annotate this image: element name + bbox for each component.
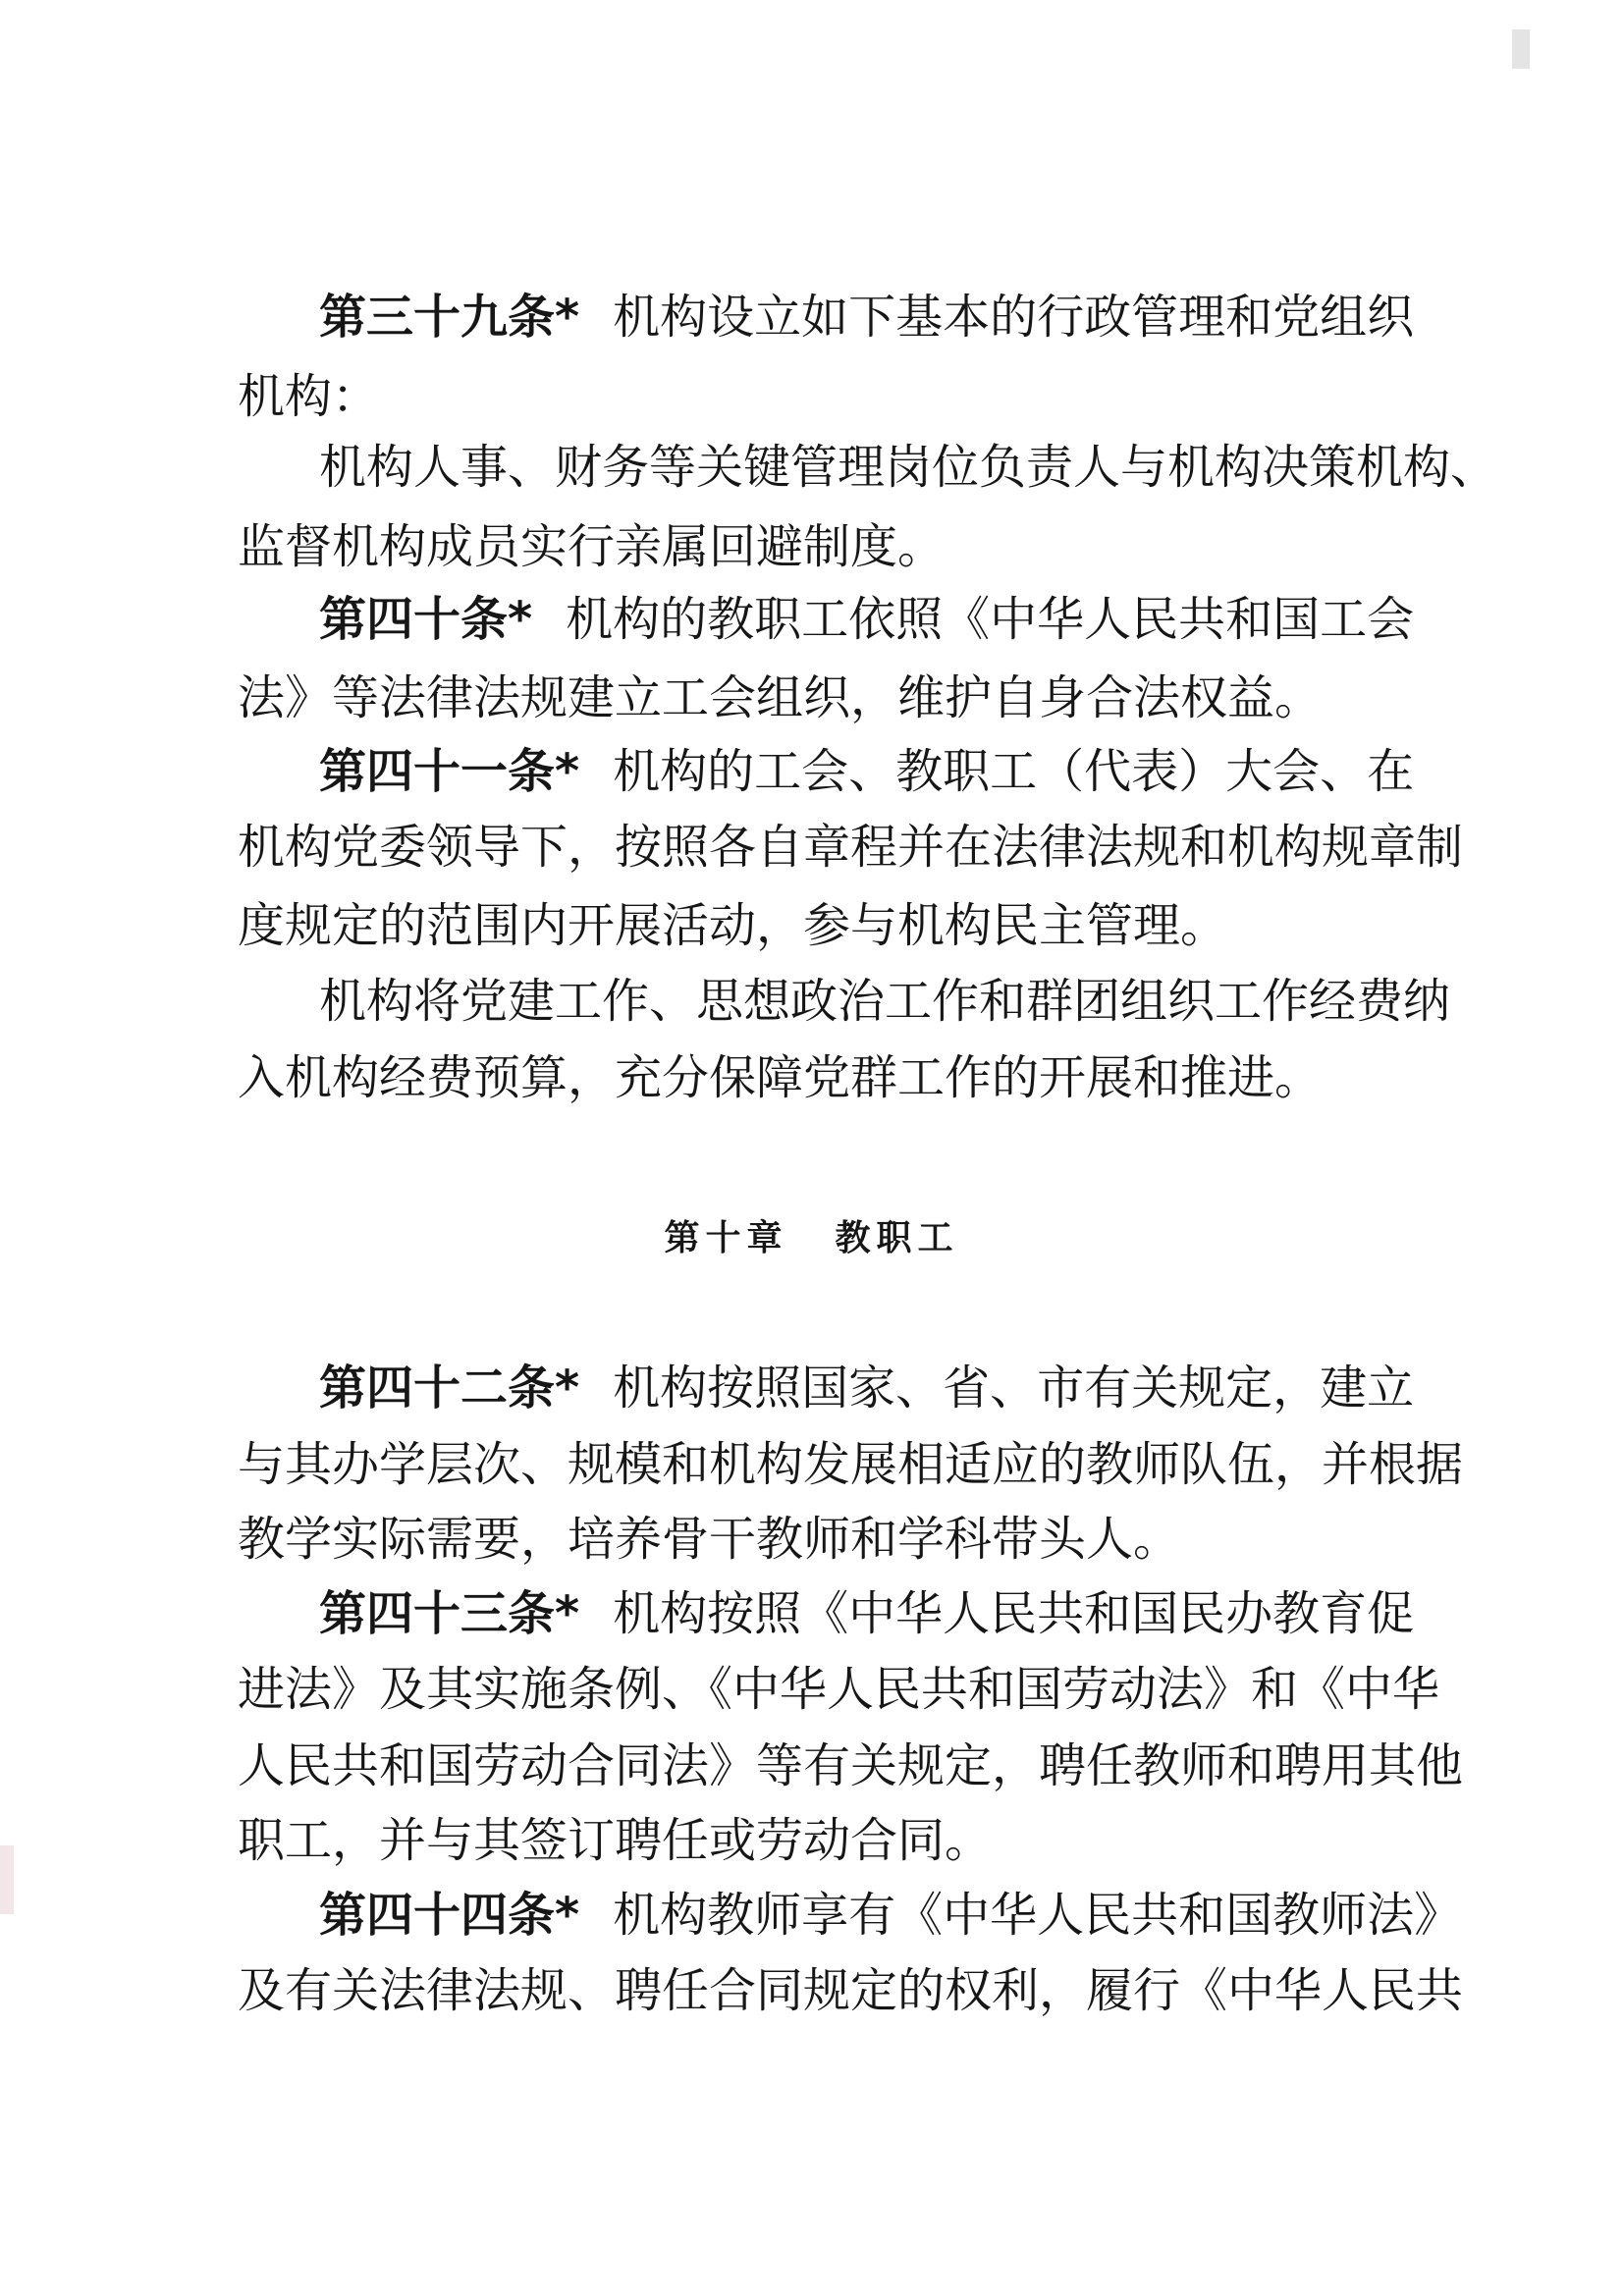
- article-number: 第四十二条*: [319, 1361, 580, 1415]
- article-text: 机构设立如下基本的行政管理和党组织: [613, 290, 1415, 345]
- article-text: 机构人事、财务等关键管理岗位负责人与机构决策机构、: [319, 440, 1498, 495]
- paragraph-line: [238, 1425, 1464, 1504]
- article-text: 进法》及其实施条例、《中华人民共和国劳动法》和《中华: [238, 1662, 1440, 1717]
- article-text: 机构的工会、教职工（代表）大会、在: [613, 744, 1415, 799]
- paragraph-line: [238, 1650, 1440, 1729]
- article-text: 机构教师享有《中华人民共和国教师法》: [613, 1888, 1462, 1943]
- article-text: 入机构经费预算，充分保障党群工作的开展和推进。: [238, 1050, 1323, 1105]
- paragraph-line: [238, 507, 945, 586]
- article-text: 机构将党建工作、思想政治工作和群团组织工作经费纳: [319, 974, 1451, 1029]
- chapter-heading: [0, 1196, 1623, 1274]
- paragraph-line: [319, 278, 1415, 356]
- article-text: 及有关法律法规、聘任合同规定的权利，履行《中华人民共: [238, 1963, 1464, 2018]
- article-text: 机构按照《中华人民共和国民办教育促: [613, 1586, 1415, 1641]
- paragraph-line: [319, 580, 1415, 659]
- paragraph-line: [319, 732, 1415, 811]
- article-text: 监督机构成员实行亲属回避制度。: [238, 519, 946, 574]
- paragraph-line: [238, 357, 379, 436]
- paragraph-line: [238, 1801, 992, 1880]
- paragraph-line: [238, 1500, 1180, 1578]
- chapter-number: 第十章: [664, 1217, 788, 1258]
- paragraph-line: [238, 1951, 1464, 2030]
- article-number: 第四十三条*: [319, 1586, 580, 1641]
- paragraph-line: [319, 962, 1451, 1041]
- article-text: 机构按照国家、省、市有关规定，建立: [613, 1361, 1415, 1415]
- article-number: 第四十一条*: [319, 744, 580, 799]
- paragraph-line: [319, 428, 1498, 507]
- chapter-title: 教职工: [835, 1217, 959, 1258]
- article-text: 机构党委领导下，按照各自章程并在法律法规和机构规章制: [238, 820, 1464, 875]
- paragraph-line: [238, 808, 1464, 886]
- article-text: 与其办学层次、规模和机构发展相适应的教师队伍，并根据: [238, 1437, 1464, 1492]
- paragraph-line: [238, 1727, 1464, 1805]
- article-text: 机构的教职工依照《中华人民共和国工会: [566, 592, 1415, 647]
- article-number: 第四十四条*: [319, 1888, 580, 1943]
- scan-artifact-top-right: [1512, 29, 1530, 69]
- article-text: 度规定的范围内开展活动，参与机构民主管理。: [238, 898, 1228, 953]
- paragraph-line: [319, 1876, 1462, 1954]
- paragraph-line: [238, 1039, 1322, 1117]
- article-text: 人民共和国劳动合同法》等有关规定，聘任教师和聘用其他: [238, 1738, 1464, 1793]
- paragraph-line: [319, 1575, 1415, 1653]
- article-text: 教学实际需要，培养骨干教师和学科带头人。: [238, 1512, 1181, 1567]
- paragraph-line: [319, 1349, 1415, 1427]
- article-text: 职工，并与其签订聘任或劳动合同。: [238, 1813, 993, 1868]
- article-text: 法》等法律法规建立工会组织，维护自身合法权益。: [238, 670, 1323, 725]
- paragraph-line: [238, 659, 1322, 737]
- paragraph-line: [238, 886, 1227, 965]
- article-number: 第三十九条*: [319, 290, 580, 345]
- article-number: 第四十条*: [319, 592, 533, 647]
- article-text: 机构：: [238, 369, 380, 424]
- scan-artifact-left-edge: [0, 1845, 14, 1914]
